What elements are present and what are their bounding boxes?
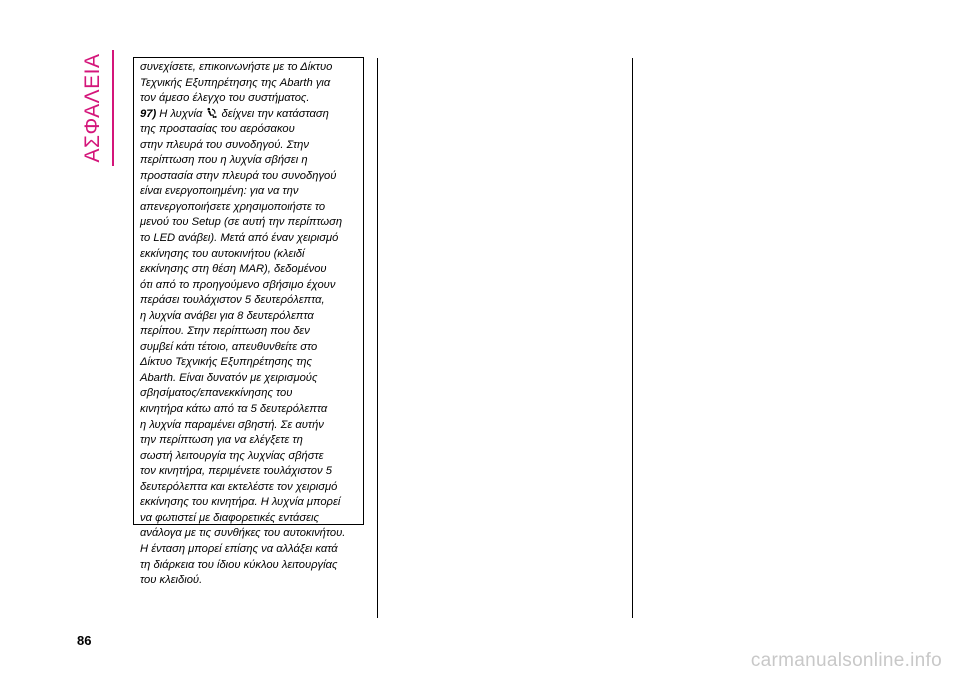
note-item-number: 97) [140, 107, 157, 120]
section-tab-rule [112, 50, 114, 166]
column-divider-left [377, 58, 378, 618]
note-item-lead: Η λυχνία [156, 107, 206, 120]
note-box [133, 57, 364, 587]
note-text [140, 60, 363, 589]
note-item-body: δείχνει την κατάσταση της προστασίας του αερόσακου στην πλευρά του συνοδηγού. Στην περίπτωση που η λυχνία σβήσει η προστασία στην πλευρά του συνοδηγού είναι ενεργοποιημένη: για να την απενεργοποιήσετε χρησιμοποιήστε το μενού του Setup (σε αυτή την περίπτωση το LED ανάβει). Μετά από έναν χειρισμό εκκίνησης του αυτοκινήτου (κλειδί εκκίνησης στη θέση MAR), δεδομένου ότι από το προηγούμενο σβήσιμο έχουν περάσει τουλάχιστον 5 δευτερόλεπτα, η λυχνία ανάβει για 8 δευτερόλεπτα περίπου. Στην περίπτωση που δεν συμβεί κάτι τέτοιο, απευθυνθείτε στο Δίκτυο Τεχνικής Εξυπηρέτησης της Abarth. Είναι δυνατόν με χειρισμούς σβησίματος/επανεκκίνησης του κινητήρα κάτω από τα 5 δευτερόλεπτα η λυχνία παραμένει σβηστή. Σε αυτήν την περίπτωση για να ελέγξετε τη σωστή λειτουργία της λυχνίας σβήστε τον κινητήρα, περιμένετε τουλάχιστον 5 δευτερόλεπτα και εκτελέστε τον χειρισμό εκκίνησης του κινητήρα. Η λυχνία μπορεί να φωτιστεί με διαφορετικές εντάσεις ανάλογα με τις συνθήκες του αυτοκινήτου. Η ένταση μπορεί επίσης να αλλάξει κατά τη διάρκεια του ίδιου κύκλου λειτουργίας του κλειδιού. [140, 107, 346, 587]
watermark: carmanualsonline.info [750, 650, 942, 671]
page-number: 86 [77, 633, 92, 648]
airbag-passenger-off-icon [206, 107, 217, 118]
section-title: ΑΣΦΑΛΕΙΑ [81, 53, 104, 163]
note-intro: συνεχίσετε, επικοινωνήστε με το Δίκτυο Τεχνικής Εξυπηρέτησης της Abarth για τον άμεσο έλεγχο του συστήματος. [140, 61, 333, 105]
section-tab [78, 50, 108, 166]
column-divider-right [632, 58, 633, 618]
